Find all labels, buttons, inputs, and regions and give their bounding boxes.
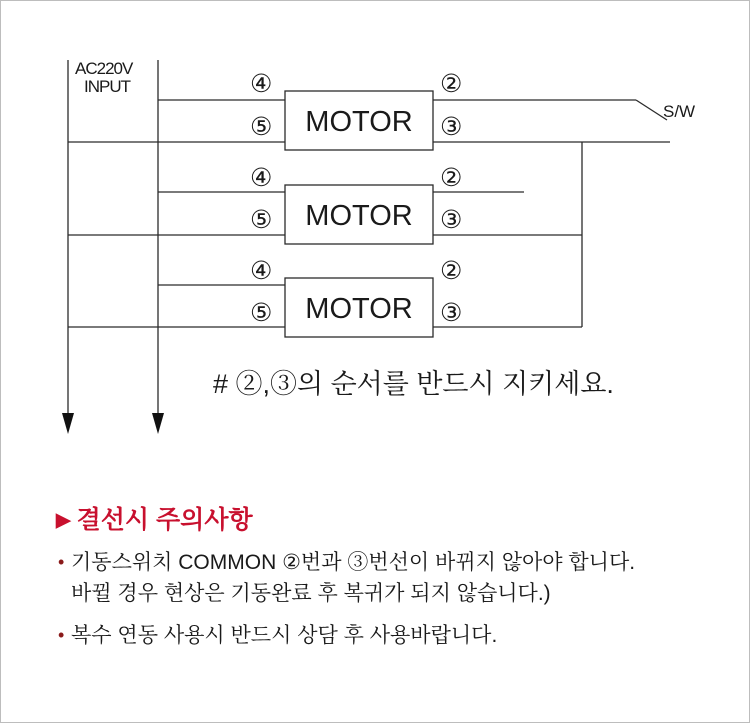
terminal-3-m3: ③	[440, 299, 463, 327]
caution-heading	[56, 500, 253, 536]
caution-item-line: 바뀔 경우 현상은 기동완료 후 복귀가 되지 않습니다.)	[71, 582, 551, 605]
terminal-3-m2: ③	[440, 206, 463, 234]
down-arrow-left-icon	[62, 413, 74, 434]
terminal-3-m1: ③	[440, 113, 463, 141]
triangle-marker-icon: ▶	[56, 510, 71, 531]
motor-label-1: MOTOR	[305, 106, 413, 138]
motor-label-2: MOTOR	[305, 200, 413, 232]
supply-label-input: INPUT	[84, 77, 130, 96]
motor-label-3: MOTOR	[305, 293, 413, 325]
caution-item	[58, 620, 497, 651]
terminal-4-m3: ④	[250, 257, 273, 285]
switch-label: S/W	[663, 102, 696, 121]
terminal-4-m2: ④	[250, 164, 273, 192]
terminal-5-m2: ⑤	[250, 206, 273, 234]
terminal-5-m3: ⑤	[250, 299, 273, 327]
caution-item-line: 복수 연동 사용시 반드시 상담 후 사용바랍니다.	[71, 624, 498, 647]
supply-label: AC220V	[75, 59, 133, 78]
terminal-4-m1: ④	[250, 70, 273, 98]
terminal-2-m1: ②	[440, 70, 463, 98]
terminal-5-m1: ⑤	[250, 113, 273, 141]
caution-title-text: 결선시 주의사항	[76, 506, 253, 534]
down-arrow-right-icon	[152, 413, 164, 434]
caution-item	[58, 547, 635, 609]
order-note: # ②,③의 순서를 반드시 지키세요.	[213, 369, 614, 399]
bullet-dot-icon: •	[58, 625, 65, 645]
bullet-dot-icon: •	[58, 552, 65, 572]
terminal-2-m2: ②	[440, 164, 463, 192]
caution-item-line: 기동스위치 COMMON ②번과 ③번선이 바뀌지 않아야 합니다.	[71, 551, 636, 574]
terminal-2-m3: ②	[440, 257, 463, 285]
